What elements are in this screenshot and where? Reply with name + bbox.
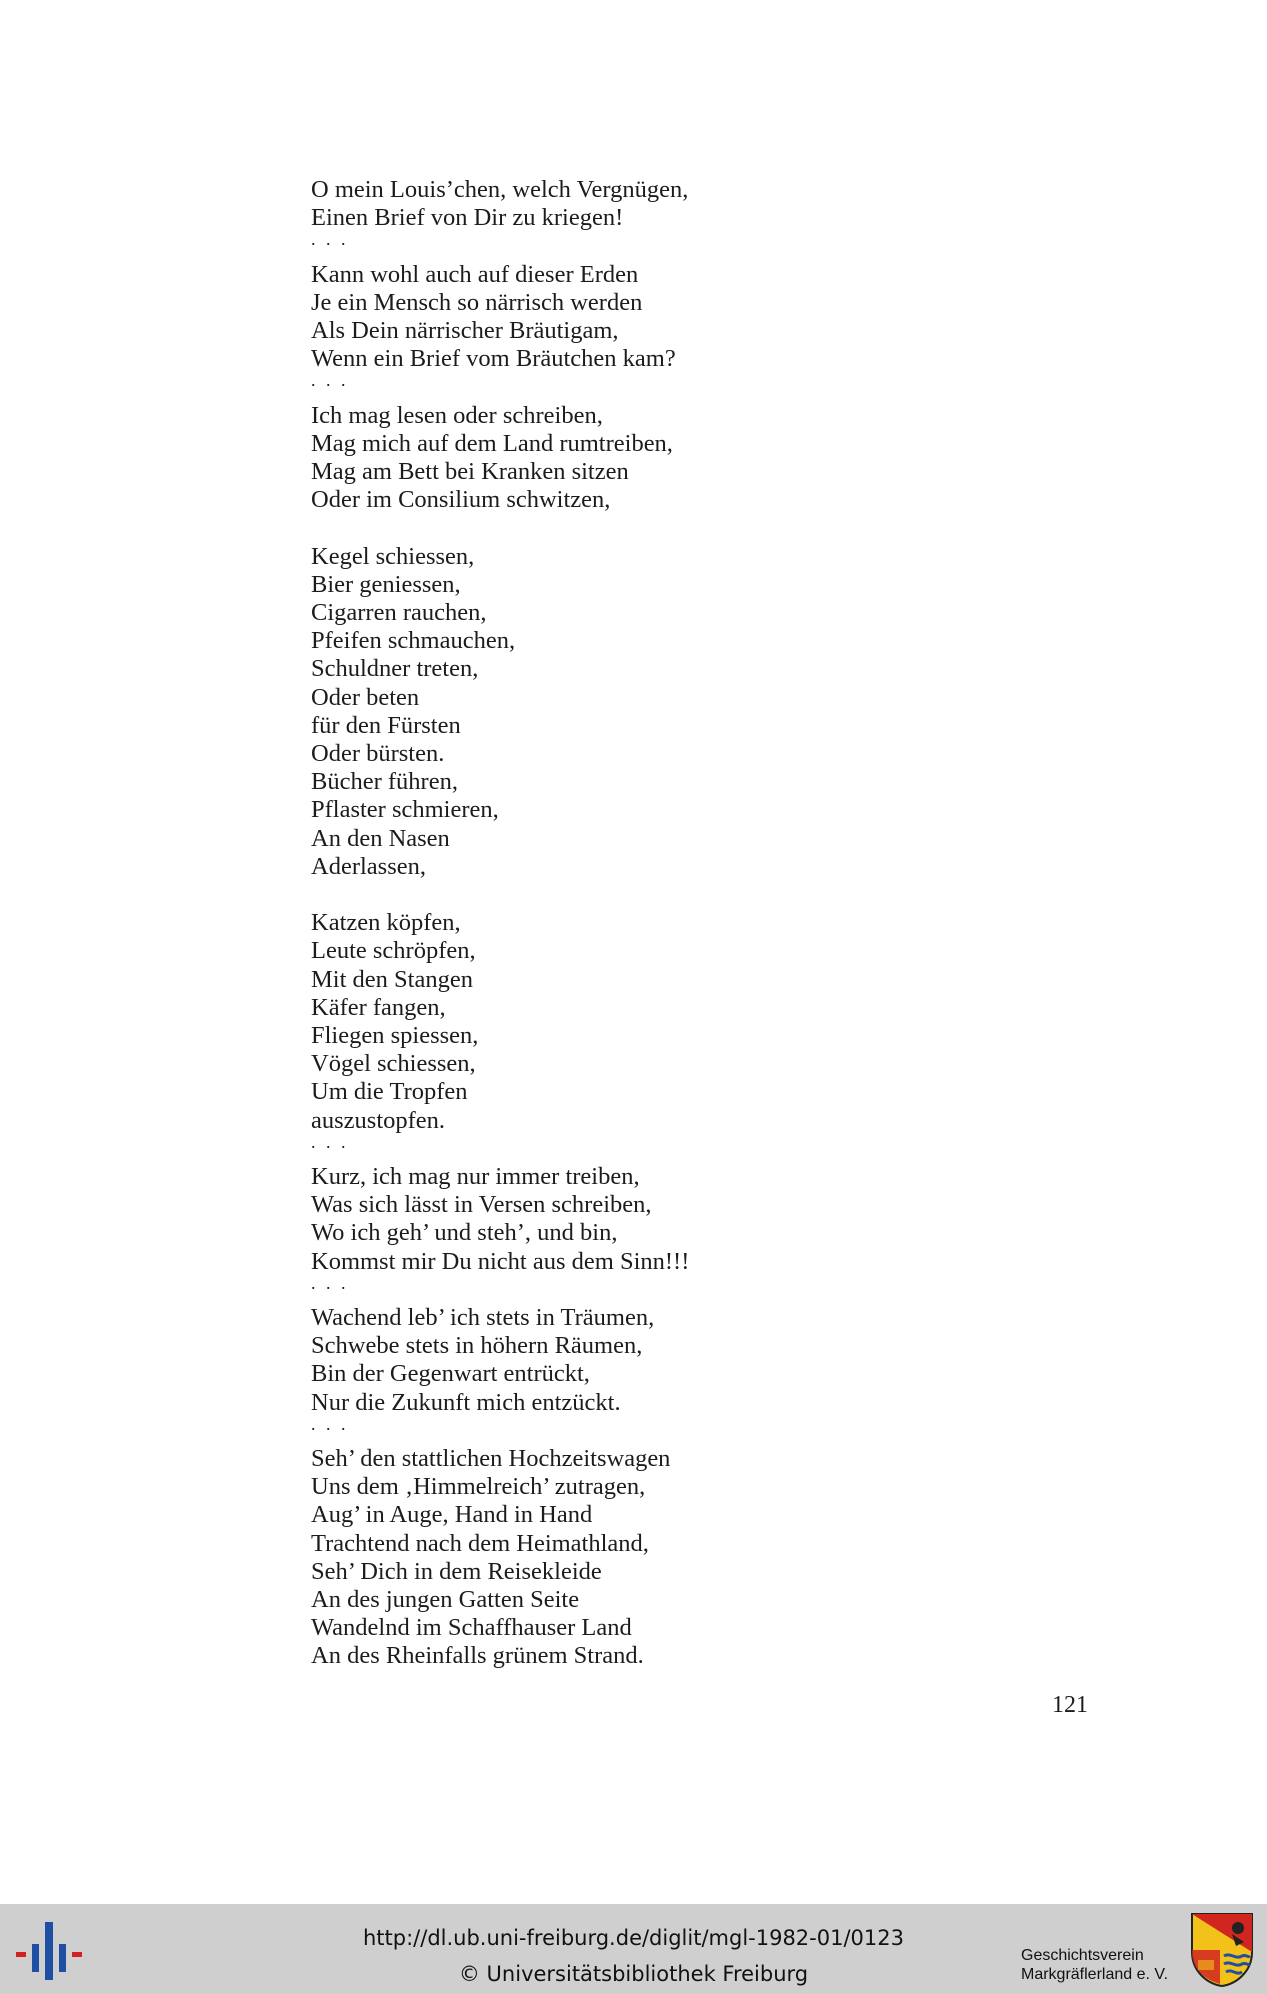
society-name-line2: Markgräflerland e. V. [1021, 1966, 1169, 1983]
poem-line: Je ein Mensch so närrisch werden [311, 288, 643, 316]
poem-line: Seh’ Dich in dem Reisekleide [311, 1557, 602, 1585]
stanza-gap [311, 514, 871, 542]
stanza-gap [311, 1671, 871, 1699]
poem-line: Mag mich auf dem Land rumtreiben, [311, 429, 673, 457]
poem-line: An den Nasen [311, 824, 450, 852]
poem-line: Pfeifen schmauchen, [311, 627, 516, 655]
poem-line: Katzen köpfen, [311, 909, 461, 937]
poem-line: Um die Tropfen [311, 1078, 468, 1106]
poem-line: Kann wohl auch auf dieser Erden [311, 260, 639, 288]
poem-text [311, 176, 871, 1699]
ellipsis-marker: . . . [311, 1131, 349, 1152]
poem-line: Vögel schiessen, [311, 1050, 476, 1078]
poem-line: Mag am Bett bei Kranken sitzen [311, 458, 629, 485]
poem-line: Oder beten [311, 683, 420, 711]
society-name [1021, 1946, 1181, 1984]
stanza [311, 909, 871, 1163]
poem-line: Uns dem ‚Himmelreich’ zutragen, [311, 1473, 646, 1501]
poem-line: Einen Brief von Dir zu kriegen! [311, 204, 624, 232]
poem-line: O mein Louis’chen, welch Vergnügen, [311, 176, 689, 203]
society-name-line1: Geschichtsverein [1021, 1947, 1144, 1964]
poem-line: Was sich lässt in Versen schreiben, [311, 1191, 652, 1219]
poem-line: Schwebe stets in höhern Räumen, [311, 1332, 643, 1360]
poem-line: Ich mag lesen oder schreiben, [311, 401, 603, 429]
poem-line: Käfer fangen, [311, 993, 446, 1021]
poem-line: Aderlassen, [311, 852, 426, 880]
stanza [311, 543, 871, 910]
poem-line: Als Dein närrischer Bräutigam, [311, 317, 619, 344]
poem-line: Wenn ein Brief vom Bräutchen kam? [311, 345, 676, 373]
poem-line: Kegel schiessen, [311, 542, 475, 570]
poem-line: Nur die Zukunft mich entzückt. [311, 1388, 621, 1416]
footer-bar [0, 1904, 1267, 1994]
ellipsis-marker: . . . [311, 1413, 349, 1434]
poem-line: auszustopfen. [311, 1106, 446, 1134]
poem-line: Schuldner treten, [311, 655, 479, 683]
poem-line: Wachend leb’ ich stets in Träumen, [311, 1304, 655, 1332]
stanza [311, 1445, 871, 1699]
poem-line: Trachtend nach dem Heimathland, [311, 1529, 649, 1557]
poem-line: Cigarren rauchen, [311, 599, 487, 626]
stanza-gap [311, 881, 871, 909]
poem-line: für den Fürsten [311, 711, 461, 739]
stanza [311, 261, 871, 402]
poem-line: Wandelnd im Schaffhauser Land [311, 1614, 632, 1642]
poem-line: Bier geniessen, [311, 570, 461, 598]
poem-line: Bin der Gegenwart entrückt, [311, 1360, 590, 1388]
footer-copyright: © Universitätsbibliothek Freiburg [458, 1962, 809, 1986]
poem-line: An des Rheinfalls grünem Strand. [311, 1642, 644, 1670]
ellipsis-marker: . . . [311, 1272, 349, 1293]
stanza [311, 1163, 871, 1304]
poem-line: An des jungen Gatten Seite [311, 1586, 580, 1614]
poem-line: Bücher führen, [311, 768, 458, 796]
ellipsis-marker: . . . [311, 229, 349, 250]
poem-line: Leute schröpfen, [311, 937, 476, 965]
poem-line: Oder im Consilium schwitzen, [311, 486, 611, 514]
poem-line: Aug’ in Auge, Hand in Hand [311, 1501, 593, 1529]
poem-line: Oder bürsten. [311, 740, 445, 768]
page-number: 121 [1052, 1692, 1088, 1718]
stanza [311, 176, 871, 261]
poem-line: Kommst mir Du nicht aus dem Sinn!!! [311, 1247, 690, 1275]
poem-line: Pflaster schmieren, [311, 796, 499, 824]
poem-line: Seh’ den stattlichen Hochzeitswagen [311, 1445, 671, 1473]
poem-line: Wo ich geh’ und steh’, und bin, [311, 1219, 618, 1247]
footer-url-link[interactable]: http://dl.ub.uni-freiburg.de/diglit/mgl-1982-01/0123 [362, 1926, 904, 1950]
coat-of-arms-icon [1190, 1912, 1254, 1988]
ellipsis-marker: . . . [311, 370, 349, 391]
poem-line: Fliegen spiessen, [311, 1022, 479, 1050]
stanza [311, 402, 871, 543]
poem-line: Mit den Stangen [311, 965, 473, 993]
poem-line: Kurz, ich mag nur immer treiben, [311, 1163, 640, 1191]
stanza [311, 1304, 871, 1445]
